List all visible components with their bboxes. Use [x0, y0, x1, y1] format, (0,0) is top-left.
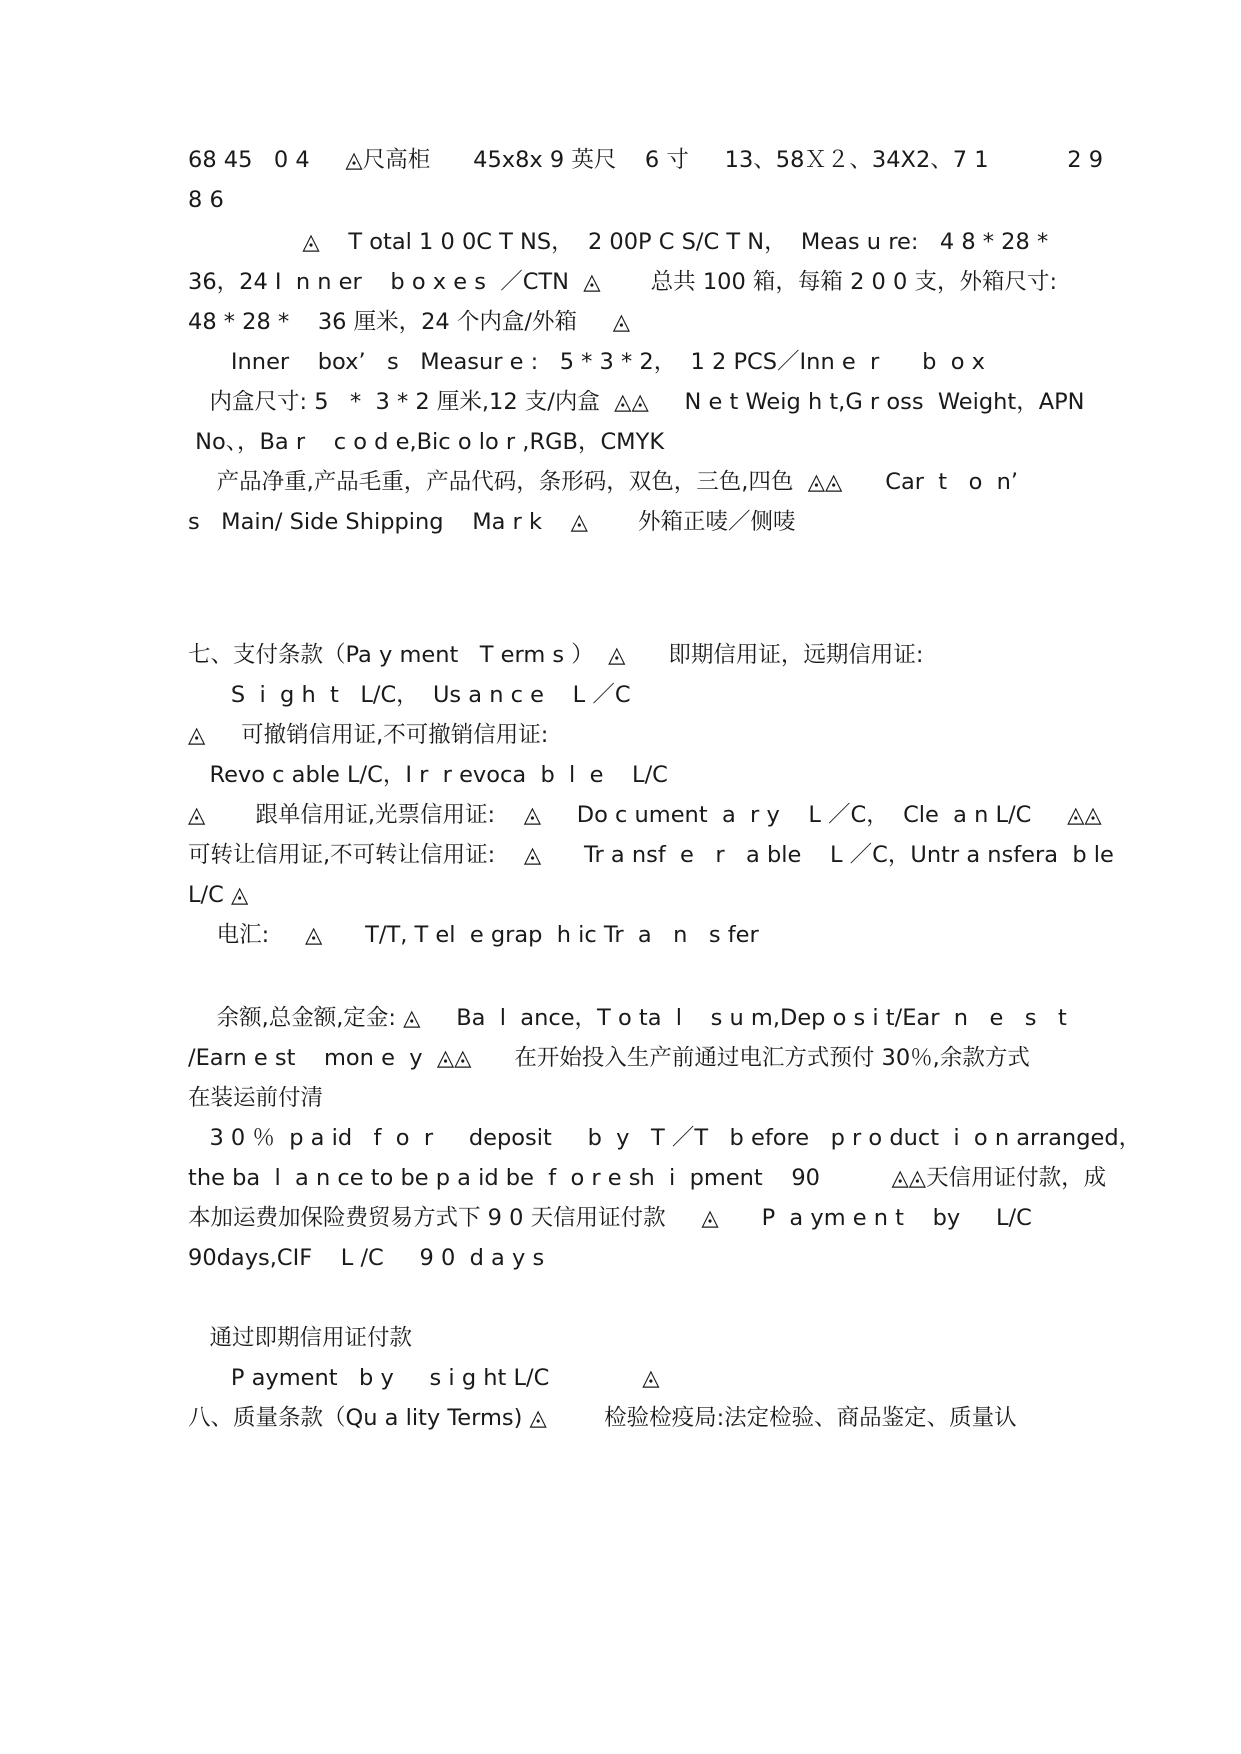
text-line: 本加运费加保险费贸易方式下 9 0 天信用证付款 ◬ P a ym e n t by L/C — [188, 1205, 1032, 1231]
section-heading: 七、支付条款（Pa y ment T erm s ） ◬ 即期信用证，远期信用证: — [188, 642, 924, 668]
text-line: s Main/ Side Shipping Ma r k ◬ 外箱正唛／侧唛 — [188, 509, 796, 535]
text-line: 3 0 ％ p a id f o r deposit b y T ／T b efore p r o duct i o n arranged， — [188, 1125, 1142, 1151]
text-line: Inner box’ s Measur e : 5 * 3 * 2， 1 2 PCS／Inn e r b o x — [188, 349, 985, 375]
text-line: Revo c able L/C，I r r evoca b l e L/C — [188, 762, 668, 788]
text-line: 36，24 I n n er b o x e s ／CTN ◬ 总共 100 箱，每箱 2 0 0 支，外箱尺寸: — [188, 269, 1058, 295]
text-line: 余额,总金额,定金: ◬ Ba l ance，T o ta l s u m,Dep o s i t/Ear n e s t — [188, 1005, 1067, 1031]
text-line: S i g h t L/C， Us a n c e L ／C — [188, 682, 631, 708]
text-line: 产品净重,产品毛重，产品代码，条形码，双色，三色,四色 ◬◬ Car t o n’ — [188, 469, 1019, 495]
text-line: /Earn e st mon e y ◬◬ 在开始投入生产前通过电汇方式预付 30％,余款方式 — [188, 1045, 1030, 1071]
text-line: L/C ◬ — [188, 882, 249, 908]
text-line: 8 6 — [188, 187, 224, 213]
text-line: No、，Ba r c o d e,Bic o lo r ,RGB，CMYK — [188, 429, 665, 455]
text-line: 48 * 28 * 36 厘米，24 个内盒/外箱 ◬ — [188, 309, 631, 335]
text-line: ◬ T otal 1 0 0C T NS， 2 00P C S/C T N， Meas u re: 4 8 * 28 * — [188, 229, 1049, 255]
text-line: 在装运前付清 — [188, 1085, 324, 1111]
text-line: 90days,CIF L /C 9 0 d a y s — [188, 1245, 545, 1271]
text-line: ◬ 跟单信用证,光票信用证: ◬ Do c ument a r y L ／C， Cle a n L/C ◬◬ — [188, 802, 1102, 828]
text-line: P ayment b y s i g ht L/C ◬ — [188, 1365, 660, 1391]
text-line: 电汇: ◬ T/T, T el e grap h ic Tr a n s fer — [188, 922, 759, 948]
text-line: 68 45 0 4 ◬尺高柜 45x8x 9 英尺 6 寸 13、58Ｘ２、34X2、7 1 2 9 — [188, 147, 1104, 173]
text-line: ◬ 可撤销信用证,不可撤销信用证: — [188, 722, 549, 748]
text-line: 内盒尺寸: 5 * 3 * 2 厘米,12 支/内盒 ◬◬ N e t Weig h t,G r oss Weight，APN — [188, 389, 1085, 415]
text-line: the ba l a n ce to be p a id be f o r e sh i pment 90 ◬◬天信用证付款，成 — [188, 1165, 1107, 1191]
text-line: 通过即期信用证付款 — [188, 1325, 412, 1351]
text-line: 可转让信用证,不可转让信用证: ◬ Tr a nsf e r a ble L ／C，Untr a nsfera b le — [188, 842, 1114, 868]
section-heading: 八、质量条款（Qu a lity Terms) ◬ 检验检疫局:法定检验、商品鉴定、质量认 — [188, 1405, 1017, 1431]
